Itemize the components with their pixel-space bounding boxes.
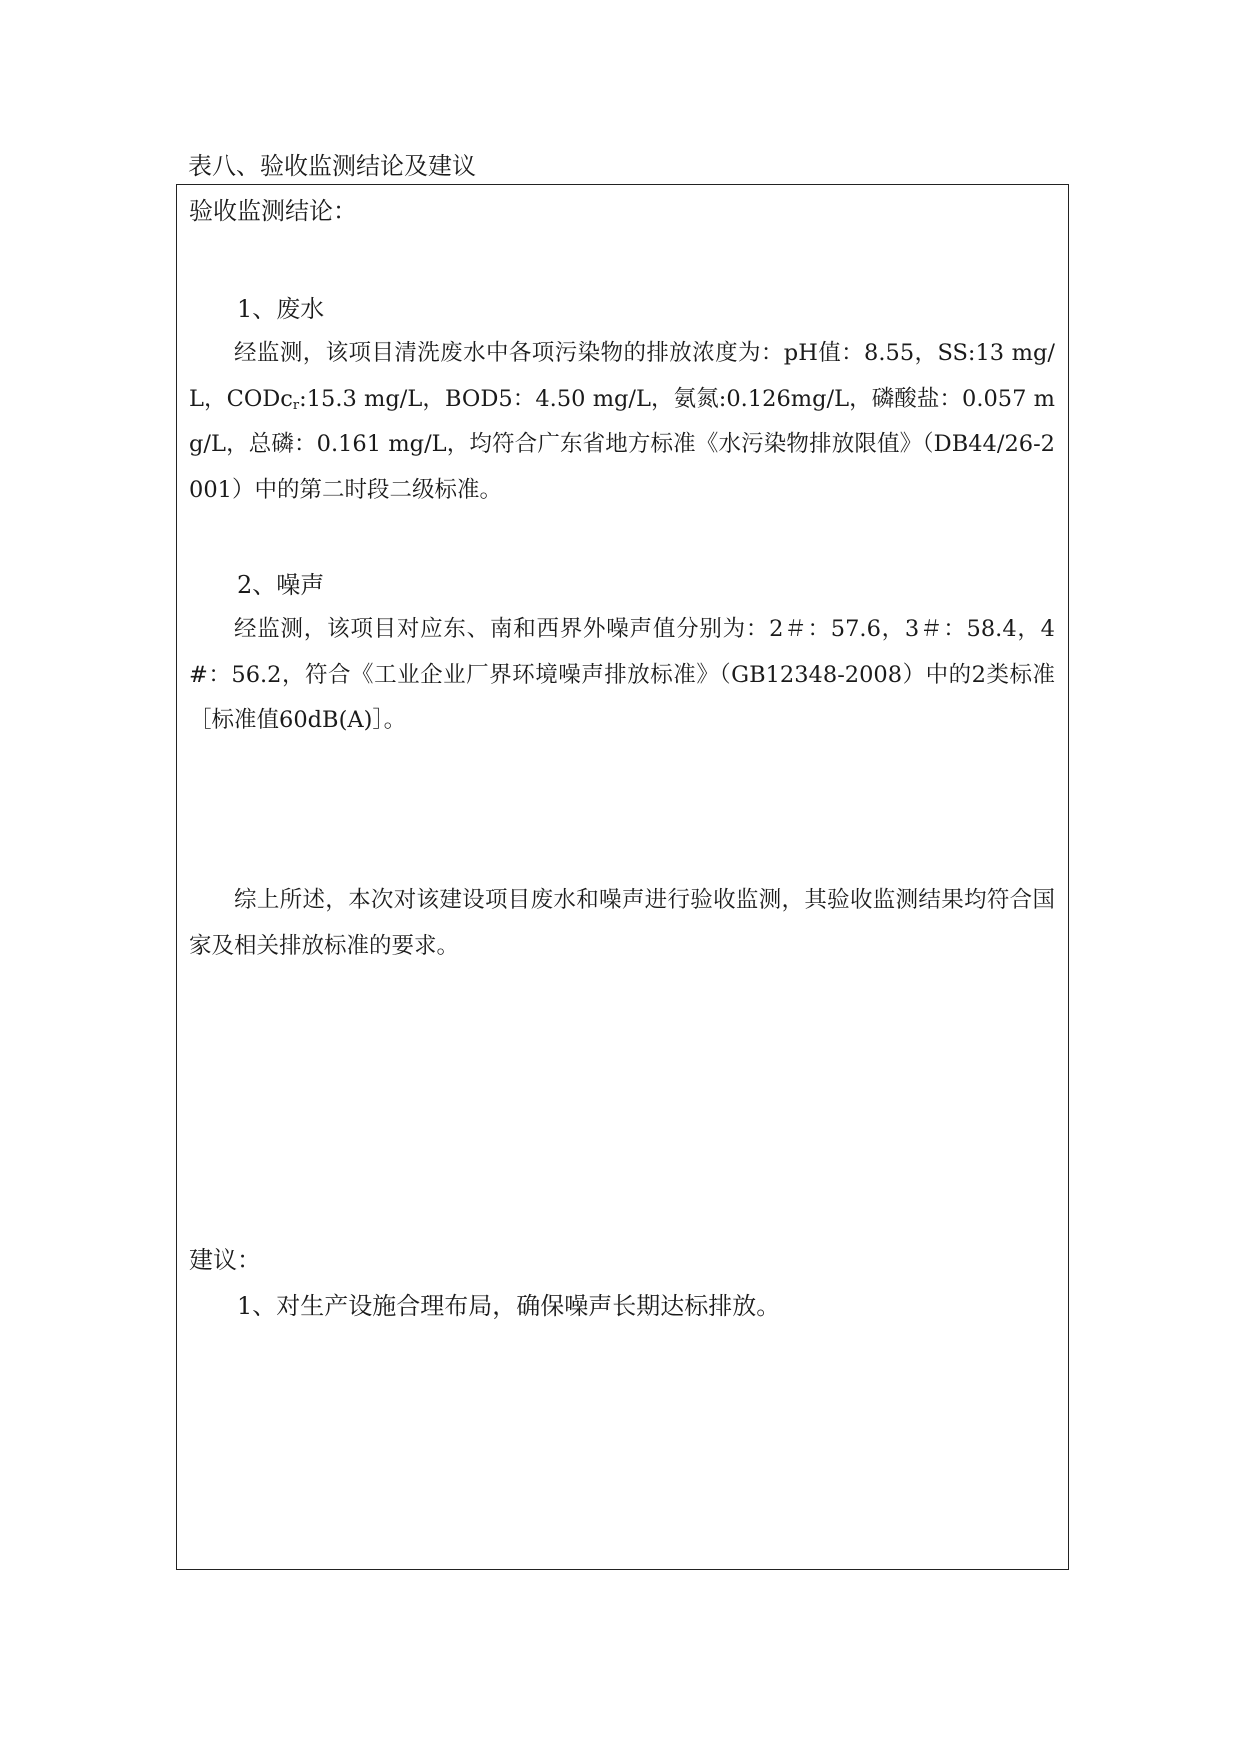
conclusion-heading: 验收监测结论：	[189, 197, 357, 225]
cod-subscript: r	[292, 397, 300, 413]
suggestion-item-1: 1、对生产设施合理布局，确保噪声长期达标排放。	[237, 1292, 781, 1320]
wastewater-text-1: 经监测，该项目清洗废水中各项污染物的排放浓度为：pH值：8.55，SS:13 mg/L，CODc	[189, 340, 1055, 412]
wastewater-heading: 1、废水	[237, 295, 325, 323]
conclusion-table	[176, 184, 1069, 1570]
page-title: 表八、验收监测结论及建议	[188, 152, 476, 180]
summary-paragraph: 综上所述，本次对该建设项目废水和噪声进行验收监测，其验收监测结果均符合国家及相关排放标准的要求。	[189, 887, 1055, 959]
wastewater-paragraph	[189, 331, 1055, 513]
noise-paragraph: 经监测，该项目对应东、南和西界外噪声值分别为：2＃：57.6，3＃：58.4，4#：56.2，符合《工业企业厂界环境噪声排放标准》（GB12348-2008）中的2类标准［标准值60dB(A)］。	[189, 616, 1055, 733]
suggestion-heading: 建议：	[189, 1246, 261, 1274]
noise-heading: 2、噪声	[237, 571, 325, 599]
wastewater-text-2: :15.3 mg/L，BOD5：4.50 mg/L，氨氮:0.126mg/L，磷酸盐：0.057 mg/L，总磷：0.161 mg/L，均符合广东省地方标准《水污染物排放限值》（DB44/26-2001）中的第二时段二级标准。	[189, 385, 1055, 503]
